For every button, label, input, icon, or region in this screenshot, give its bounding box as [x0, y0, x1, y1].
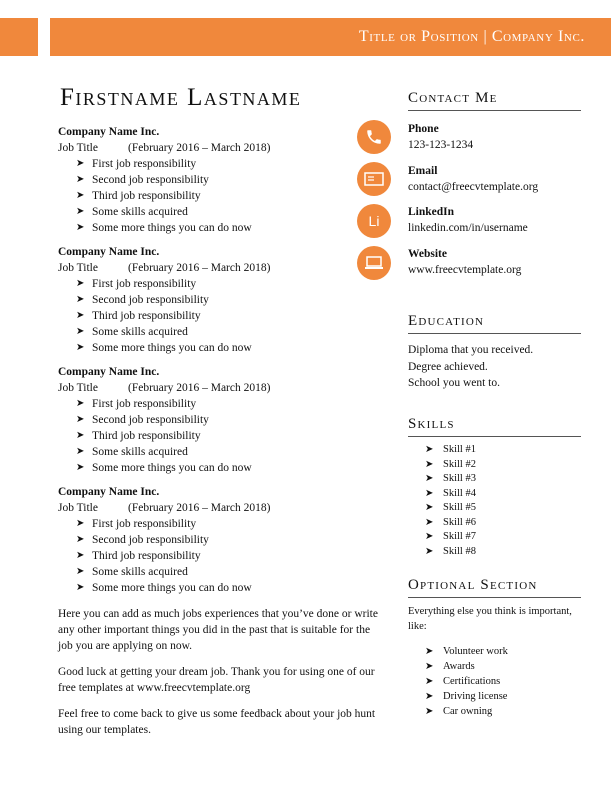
skills-heading: Skills — [408, 416, 581, 437]
arrow-bullet-icon: ➤ — [76, 534, 85, 545]
arrow-bullet-icon: ➤ — [425, 545, 434, 557]
arrow-bullet-icon: ➤ — [76, 278, 85, 289]
skill-item-text: Skill #2 — [443, 458, 476, 470]
arrow-bullet-icon: ➤ — [425, 516, 434, 528]
responsibility-item — [76, 220, 378, 236]
linkedin-label: LinkedIn — [408, 206, 455, 218]
arrow-bullet-icon: ➤ — [425, 646, 434, 657]
responsibility-item-text: Third job responsibility — [92, 310, 201, 322]
job-dates: (February 2016 – March 2018) — [128, 382, 271, 394]
optional-item-text: Volunteer work — [443, 646, 508, 657]
skill-item — [425, 472, 476, 487]
job-title: Job Title — [58, 262, 98, 274]
paragraph: Feel free to come back to give us some feedback about your job hunt using our templates. — [58, 708, 376, 736]
job-title-line — [58, 260, 378, 276]
job-title-line — [58, 500, 378, 516]
responsibility-item — [76, 548, 378, 564]
arrow-bullet-icon: ➤ — [425, 661, 434, 672]
arrow-bullet-icon: ➤ — [76, 446, 85, 457]
job-entry — [58, 244, 378, 356]
skill-item-text: Skill #3 — [443, 473, 476, 484]
responsibility-item-text: Some more things you can do now — [92, 582, 252, 594]
job-entry — [58, 124, 378, 236]
company-name: Company Name Inc. — [58, 126, 160, 138]
arrow-bullet-icon: ➤ — [425, 502, 434, 513]
responsibility-item — [76, 460, 378, 476]
responsibility-item — [76, 292, 378, 308]
company-name: Company Name Inc. — [58, 246, 160, 258]
email-icon — [357, 162, 391, 196]
job-dates: (February 2016 – March 2018) — [128, 502, 271, 514]
optional-item — [425, 659, 508, 674]
header-accent-square — [0, 18, 38, 56]
arrow-bullet-icon: ➤ — [425, 487, 434, 499]
job-title: Job Title — [58, 142, 98, 154]
responsibility-item — [76, 444, 378, 460]
skill-item-text: Skill #1 — [443, 444, 476, 455]
arrow-bullet-icon: ➤ — [76, 294, 85, 305]
skill-item — [425, 501, 476, 516]
arrow-bullet-icon: ➤ — [76, 190, 85, 201]
paragraph: Here you can add as much jobs experiences that you’ve done or write any other important things you did in the past that is suitable for the job you are applying on now. — [58, 608, 378, 652]
responsibility-item-text: Third job responsibility — [92, 190, 201, 202]
responsibility-item-text: Some more things you can do now — [92, 222, 252, 234]
responsibility-item — [76, 188, 378, 204]
skill-item — [425, 516, 476, 531]
arrow-bullet-icon: ➤ — [76, 566, 85, 577]
arrow-bullet-icon: ➤ — [76, 430, 85, 441]
optional-heading: Optional Section — [408, 577, 581, 598]
arrow-bullet-icon: ➤ — [425, 531, 434, 542]
job-dates: (February 2016 – March 2018) — [128, 262, 271, 274]
responsibility-item — [76, 172, 378, 188]
education-line: School you went to. — [408, 377, 500, 389]
optional-item-text: Driving license — [443, 691, 508, 702]
arrow-bullet-icon: ➤ — [76, 550, 85, 561]
responsibility-list — [58, 276, 378, 356]
website-label: Website — [408, 248, 447, 260]
responsibility-item-text: Some more things you can do now — [92, 342, 252, 354]
responsibility-item-text: Second job responsibility — [92, 414, 209, 426]
arrow-bullet-icon: ➤ — [76, 326, 85, 337]
responsibility-item — [76, 580, 378, 596]
company-name: Company Name Inc. — [58, 366, 160, 378]
experience-section — [58, 124, 378, 738]
linkedin-icon: Li — [357, 204, 391, 238]
computer-icon — [357, 246, 391, 280]
responsibility-item — [76, 412, 378, 428]
arrow-bullet-icon: ➤ — [76, 414, 85, 425]
responsibility-item-text: First job responsibility — [92, 518, 197, 530]
website-block — [408, 246, 521, 278]
full-name: Firstname Lastname — [60, 84, 302, 111]
arrow-bullet-icon: ➤ — [76, 206, 85, 217]
arrow-bullet-icon: ➤ — [76, 342, 85, 353]
arrow-bullet-icon: ➤ — [76, 174, 85, 185]
skill-item-text: Skill #8 — [443, 545, 476, 557]
website-value: www.freecvtemplate.org — [408, 264, 522, 276]
skill-item — [425, 545, 476, 560]
responsibility-item — [76, 340, 378, 356]
responsibility-item-text: First job responsibility — [92, 398, 197, 410]
responsibility-item-text: Second job responsibility — [92, 174, 209, 186]
responsibility-item — [76, 428, 378, 444]
arrow-bullet-icon: ➤ — [76, 310, 85, 321]
optional-item-text: Awards — [443, 661, 475, 672]
arrow-bullet-icon: ➤ — [425, 676, 434, 687]
responsibility-item-text: Some skills acquired — [92, 206, 188, 218]
arrow-bullet-icon: ➤ — [76, 222, 85, 233]
job-title: Job Title — [58, 382, 98, 394]
phone-icon — [357, 120, 391, 154]
arrow-bullet-icon: ➤ — [425, 691, 434, 702]
skill-item-text: Skill #7 — [443, 531, 476, 542]
responsibility-item — [76, 516, 378, 532]
arrow-bullet-icon: ➤ — [425, 706, 434, 717]
optional-intro: Everything else you think is important, like: — [408, 606, 572, 632]
company-name: Company Name Inc. — [58, 486, 160, 498]
responsibility-item — [76, 532, 378, 548]
skill-item — [425, 443, 476, 458]
optional-item — [425, 644, 508, 659]
paragraph: Good luck at getting your dream job. Thank you for using one of our free templates at www.freecvtemplate.org — [58, 666, 375, 694]
education-line: Diploma that you received. — [408, 344, 534, 356]
responsibility-item — [76, 204, 378, 220]
optional-item — [425, 674, 508, 689]
phone-value: 123-123-1234 — [408, 139, 474, 151]
responsibility-list — [58, 516, 378, 596]
arrow-bullet-icon: ➤ — [76, 462, 85, 473]
skill-item-text: Skill #6 — [443, 516, 476, 528]
skill-item — [425, 487, 476, 502]
phone-block — [408, 121, 473, 153]
responsibility-item-text: Second job responsibility — [92, 534, 209, 546]
optional-list — [425, 644, 508, 719]
skill-item-text: Skill #5 — [443, 502, 476, 513]
responsibility-item — [76, 396, 378, 412]
optional-item — [425, 704, 508, 719]
skill-item — [425, 530, 476, 545]
responsibility-item-text: First job responsibility — [92, 278, 197, 290]
arrow-bullet-icon: ➤ — [76, 398, 85, 409]
responsibility-item-text: Some skills acquired — [92, 566, 188, 578]
responsibility-item-text: First job responsibility — [92, 158, 197, 170]
responsibility-item — [76, 156, 378, 172]
arrow-bullet-icon: ➤ — [76, 582, 85, 593]
arrow-bullet-icon: ➤ — [76, 518, 85, 529]
responsibility-item — [76, 308, 378, 324]
responsibility-item — [76, 276, 378, 292]
arrow-bullet-icon: ➤ — [425, 473, 434, 484]
responsibility-list — [58, 156, 378, 236]
optional-item-text: Car owning — [443, 706, 493, 717]
email-block — [408, 163, 538, 195]
contact-heading: Contact Me — [408, 90, 581, 111]
responsibility-item — [76, 324, 378, 340]
education-heading: Education — [408, 313, 581, 334]
responsibility-item-text: Some more things you can do now — [92, 462, 252, 474]
responsibility-item-text: Third job responsibility — [92, 430, 201, 442]
job-entry — [58, 364, 378, 476]
education-section — [408, 342, 533, 392]
arrow-bullet-icon: ➤ — [425, 444, 434, 455]
responsibility-item-text: Third job responsibility — [92, 550, 201, 562]
responsibility-item-text: Second job responsibility — [92, 294, 209, 306]
responsibility-list — [58, 396, 378, 476]
job-title-line — [58, 380, 378, 396]
job-entry — [58, 484, 378, 596]
responsibility-item-text: Some skills acquired — [92, 326, 188, 338]
optional-item-text: Certifications — [443, 676, 501, 687]
job-title: Job Title — [58, 502, 98, 514]
responsibility-item-text: Some skills acquired — [92, 446, 188, 458]
skill-item-text: Skill #4 — [443, 487, 476, 499]
skills-list — [425, 443, 476, 559]
job-title-line — [58, 140, 378, 156]
education-line: Degree achieved. — [408, 360, 488, 373]
responsibility-item — [76, 564, 378, 580]
phone-label: Phone — [408, 123, 439, 135]
skill-item — [425, 458, 476, 473]
email-label: Email — [408, 165, 438, 177]
job-dates: (February 2016 – March 2018) — [128, 142, 271, 154]
linkedin-value: linkedin.com/in/username — [408, 222, 528, 234]
arrow-bullet-icon: ➤ — [76, 158, 85, 169]
optional-item — [425, 689, 508, 704]
title-position: Title or Position | Company Inc. — [358, 28, 585, 45]
linkedin-block — [408, 204, 528, 236]
arrow-bullet-icon: ➤ — [425, 458, 434, 470]
email-value: contact@freecvtemplate.org — [408, 181, 539, 193]
